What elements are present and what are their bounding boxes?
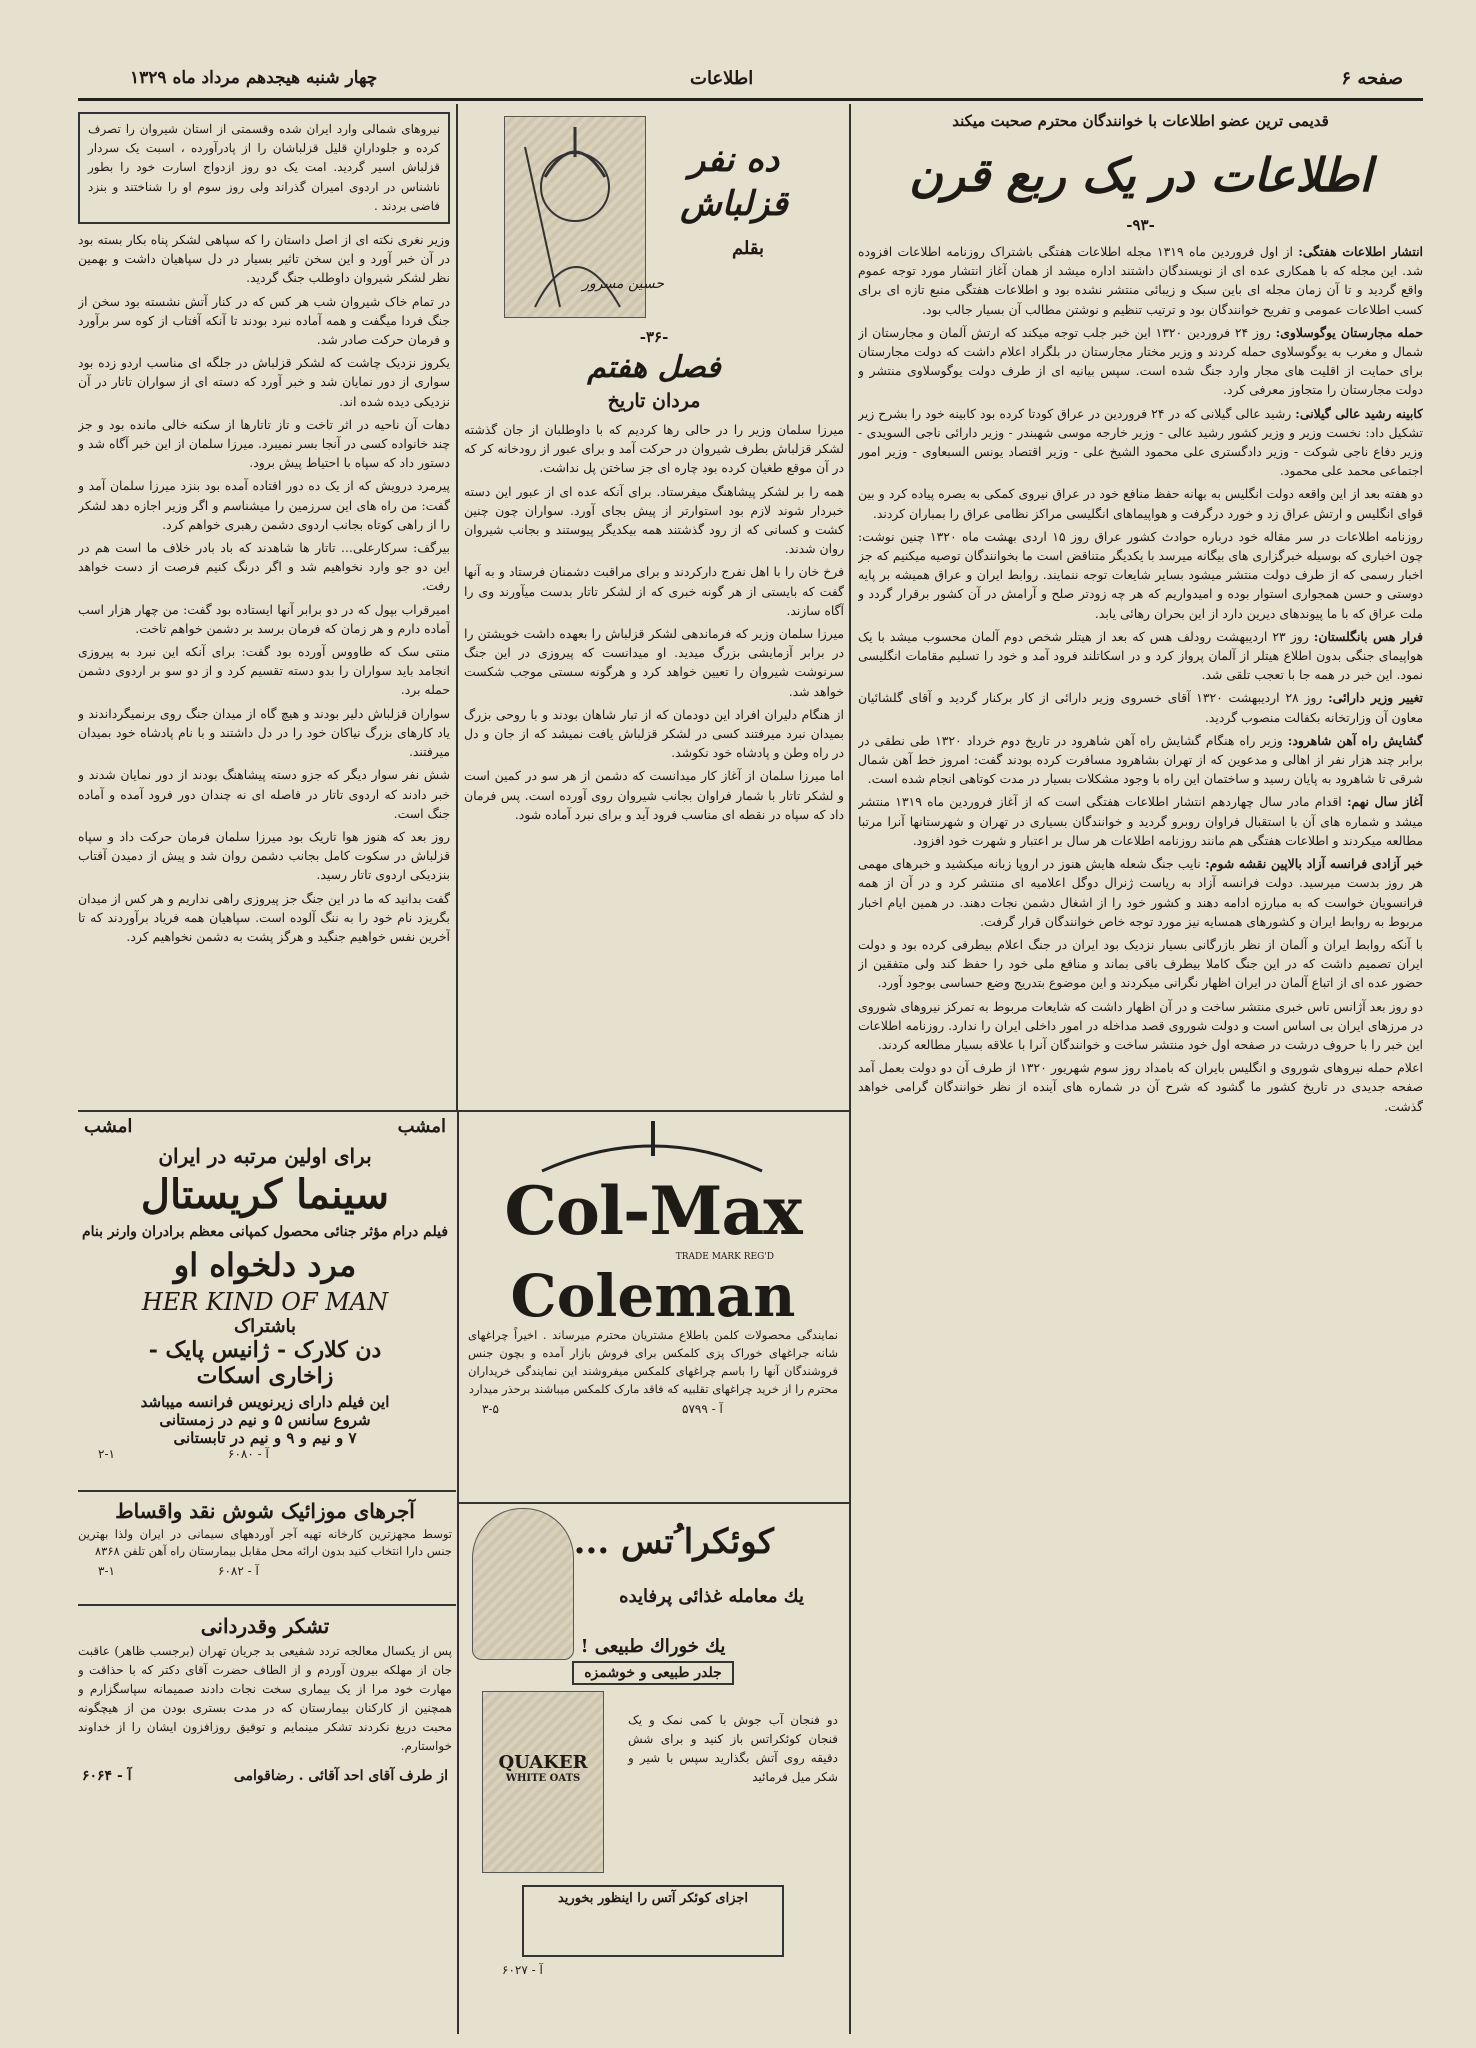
coleman-brand: Coleman [510,1262,796,1330]
film-title-fa: مرد دلخواه او [173,1246,357,1284]
right-column [858,108,1423,2028]
paragraph [858,627,1423,685]
lantern-icon [462,1116,844,1176]
paragraph-lead: تغییر وزیر دارائی: [1328,690,1423,706]
thanks-from: از طرف آقای احد آقائی . رضاقوامی [233,1768,448,1784]
paragraph-text: روزنامه اطلاعات در سر مقاله خود درباره حوادث کشور عراق روز ۱۵ اردی بهشت ماه ۱۳۲۰ چنین نوشت: چون اخباری که بوسیله خبرگزاری های بیگانه میرسد با یکدیگر متناقض است ما بخوانندگان توصیه میکنیم که جز اخبار رسمی که از طرف دولت منتشر میشود بسایر شایعات توجه ننمایند. روابط ایران و عراق همیشه بر پایه دوستی و حسن همجواری استوار بوده و امیدواریم که هر چه زودتر صلح و آرامش در آن کشور برقرار گردد و ملت عراق که با ما پیوندهای دیرین دارد از این بحران رهائی یابد. [858,528,1423,621]
paragraph: یکروز نزدیک چاشت که لشکر قزلباش در جلگه ای مناسب اردو زده بود سواری از دور نمایان شد و خبر آورد که دسته ای از سواران تاتار در آن نزدیکی دیده شده اند. [78,355,450,409]
paper-name: اطلاعات [690,68,754,89]
serial-body [464,420,844,824]
quaker-ad [462,1508,844,2032]
paragraph [858,997,1423,1055]
paragraph-lead: خبر آزادی فرانسه آزاد بالاپین نقشه شوم: [1205,856,1423,872]
paragraph [858,484,1423,522]
bricks-ad [78,1496,452,1600]
paragraph: گفت بدانید که ما در این جنگ جز پیروزی راهی نداریم و هر کس از میدان بگریزد نام خود را به ننگ آلوده است. سپاهیان همه فریاد برآوردند که تا آخرین نفس خواهیم جنگید و هرگز پشت به دشمن نخواهیم کرد. [78,890,450,944]
showtimes-1: شروع سانس ۵ و نیم در زمستانی [159,1411,371,1429]
colmax-brand: Col-Max [504,1172,802,1250]
colmax-ref2: ۳-۵ [482,1402,499,1416]
subtitle-note: این فیلم دارای زیرنویس فرانسه میباشد [140,1393,390,1411]
paragraph-text: وزیر راه هنگام گشایش راه آهن شاهرود در تاریخ دوم خرداد ۱۳۲۰ طی نطقی در برابر چند هزار نفر از اهالی و مدعوین که از تهران بشاهرود مسافرت کرده بودند گفت: امروز خط آهن شمال شرقی تا شاهرود به پایان رسید و ساختمان این راه با وجود مشکلات بسیار در مدت کوتاهی انجام شده است. [858,732,1423,787]
installment-number: -۹۳- [1126,216,1155,234]
paragraph [858,854,1423,931]
paragraph: سواران قزلباش دلیر بودند و هیچ گاه از میدان جنگ روی برنمیگرداندند و یاد کارهای بزرگ نیاکان خود را در دل داشتند و با نام پادشاه خود بمیدان میرفتند. [78,705,450,760]
colmax-ad [462,1116,844,1498]
rule-bricks-bottom [78,1604,456,1606]
paragraph-text: روز ۲۳ اردیبهشت رودلف هس که بعد از هیتلر شخص دوم آلمان محسوب میشد با یک هواپیمای جنگی بدون اطلاع هیتلر از آلمان پرواز کرد و در اسکاتلند فرود آمد و خود را تسلیم مقامات انگلیسی نمود. این خبر در همه جا با تعجب تلقی شد. [858,628,1423,683]
paragraph: میرزا سلمان وزیر را در حالی رها کردیم که با داوطلبان از جان گذشته لشکر قزلباش بطرف شیروان در حرکت آمد و برای عبور از رودخانه کر که در آن موقع طغیان کرده بود چاره ای جز ساختن پل نداشت. [464,422,844,476]
paragraph: امیرقراب بپول که در دو برابر آنها ایستاده بود گفت: من چهار هزار اسب آماده دارم و هر زمان که فرمان برسد بر دشمن خواهم تاخت. [78,601,450,636]
quaker-subtitle: یك معامله غذائی پرفایده [619,1586,804,1607]
serial-title: ده نفر قزلباش [680,140,788,224]
page-number: صفحه ۶ [1341,68,1403,89]
cast-with: باشتراک [233,1316,297,1337]
paragraph: از هنگام دلیران افراد این دودمان که از تبار شاهان بودند و با روحی بزرگ بمیدان نبرد میرفتند کسی در لشکر قزلباش یافت نمیشد که از جان و دل در راه وطن و پادشاه خود نکوشد. [464,706,844,761]
paragraph [858,688,1423,726]
quaker-box: جلدر طبیعی و خوشمزه [572,1661,734,1685]
can-brand: QUAKER [498,1752,588,1773]
showtimes-2: ۷ و نیم و ۹ و نیم در تابستانی [173,1429,357,1447]
first-time-line: برای اولین مرتبه در ایران [158,1144,372,1168]
ads-top-rule [78,1110,849,1112]
quaker-inset: اجزای کوئکر آتس را اینظور بخورید [522,1885,784,1957]
column-title: اطلاعات در یک ربع قرن [909,148,1372,202]
article-body [858,242,1423,1116]
paragraph: فرخ خان را با اهل نفرج دارکردند و برای مراقبت دشمنان فرستاد و به آنها گفت که بایستی از هر گونه خبری که از لشکر تاتار بدست میآورند وی را آگاه سازند. [464,564,844,618]
bricks-title: آجرهای موزائیک شوش نقد واقساط [115,1499,415,1523]
paragraph: دهات آن ناحیه در اثر تاخت و تاز تاتارها از سکنه خالی مانده بود و جز چند خانواده کسی در آنجا بسر نمیبرد. میرزا سلمان از این خبر آگاه شد و دستور داد که سپاه با احتیاط پیش برود. [78,416,450,471]
quaker-title: کوئکرا ُتس ... [573,1522,774,1562]
paragraph [858,935,1423,993]
paragraph: همه را بر لشکر پیشاهنگ میفرستاد. برای آنکه عده ای از عبور این دسته خبردار شوند لازم بود استوارتر از پیش بجای آورد. سواران چون چنین کشت و کسانی که از رود گذشتند همه بیکدیگر پیوستند و بجانب شیروان روان شدند. [464,483,844,557]
paragraph: بیرگف: سرکارعلی... تاتار ها شاهدند که باد بادر خلاف ما است هم در این دو جو وارد نخواهیم شد و اگر درنگ کنیم فرصت از دست خواهد رفت. [78,540,450,594]
chapter-number: -۳۶- [639,328,669,346]
paragraph-text: اقدام مادر سال چهاردهم انتشار اطلاعات هفتگی است که از آغاز فروردین ماه ۱۳۱۹ منتشر میشد و شماره های آن با استقبال فراوان روبرو گردید و خوانندگان بسیاری در تهران و شهرستانها آنرا مرتبا مطالعه میکردند و اطلاعات هفتگی هم مانند روزنامه اطلاعات هر سال بر اعتبار و شهرت خود افزود. [858,794,1423,848]
film-title-en: HER KIND OF MAN [141,1288,389,1316]
paragraph-text: دو روز بعد آژانس تاس خبری منتشر ساخت و در آن اظهار داشت که شایعات مربوط به تمرکز نیروهای شوروی در مرزهای ایران بی اساس است و دولت شوروی قصد مداخله در امور داخلی ایران را ندارد. روزنامه اطلاعات این خبر را با حروف درشت در صفحه اول خود منتشر ساخت و خوانندگان آنرا با علاقه بسیار مطالعه کردند. [858,998,1423,1052]
paragraph: منتی سک که طاووس آورده بود گفت: برای آنکه این نبرد به پیروزی انجامد باید سواران را بدو دسته تقسیم کرد و از دو سو بر اردوی دشمن حمله برد. [78,644,450,698]
rule-cinema-bottom [78,1490,456,1492]
paragraph-lead: کابینه رشید عالی گیلانی: [1295,405,1423,421]
page-header [78,66,1423,96]
left-column [78,108,450,1108]
paragraph-text: با آنکه روابط ایران و آلمان از نظر بازرگانی بسیار نزدیک بود ایران در جنگ اعلام بیطرفی کرده بود و دولت ایران تصمیم داشت که در این جنگ کاملا بیطرف باقی بماند و منافع ملی خود را حفظ کند ولی متفقین از حضور عده ای از اتباع آلمان در ایران اظهار نگرانی میکردند و این موضوع بتدریج وضع حساسی بوجود آورد. [858,936,1423,991]
oats-can [482,1691,604,1873]
paragraph: اما میرزا سلمان از آغاز کار میدانست که دشمن از هر سو در کمین است و لشکر تاتار با شمار فراوان بجانب شیروان روی آورده است. پس فرمان داد که سپاه در نقطه ای مناسب فرود آید و برای نبرد آماده شود. [464,768,844,822]
serial-continuation [78,230,450,946]
tonight-left: امشب [84,1116,133,1137]
bricks-ref2: ۳-۱ [98,1564,115,1578]
film-description: فیلم درام مؤثر جنائی محصول کمپانی معظم برادران وارنر بنام [81,1224,449,1240]
quaker-ref: آ - ۶۰۲۷ [502,1963,543,1977]
serial-masthead [464,108,844,328]
paragraph [858,1058,1423,1116]
thanks-title: تشکر وقدردانی [200,1614,330,1638]
author-by: بقلم [731,238,764,259]
chapter-subtitle: مردان تاریخ [607,390,701,412]
paragraph-lead: حمله مجارستان یوگوسلاوی: [1275,324,1423,340]
paragraph-lead: انتشار اطلاعات هفتگی: [1298,244,1423,259]
paragraph-text: روز ۲۸ اردیبهشت ۱۳۲۰ آقای خسروی وزیر دارائی از کار برکنار گردید و آقای گلشائیان معاون آن وزارتخانه بکفالت منصوب گردید. [858,690,1423,725]
column-rule-right [849,104,851,2034]
paragraph: در تمام خاک شیروان شب هر کس که در کنار آتش نشسته بود سخن از جنگ فردا میگفت و همه آماده نبرد بودند تا آنکه آفتاب از کوه سر برآورد و فرمان حرکت صادر شد. [78,293,450,348]
chapter-title: فصل هفتم [587,350,721,385]
column-rule-ads [457,1112,459,2034]
colmax-text: نمایندگی محصولات کلمن باطلاع مشتریان محترم میرساند . اخیراً چراغهای شانه جراغهای خوراک پزی کلمکس برای فروش بازار آمده و بچون جنس فروشندگان آنها را باسم چراغهای کلمکس میفروشند این نمایندگی خریداران محترم را از خرید چراغهای تقلبیه که فاقد مارک کلمکس میباشند برحذر میدارد [468,1328,838,1396]
paragraph-text: اعلام حمله نیروهای شوروی و انگلیس بایران که بامداد روز سوم شهریور ۱۳۲۰ از طرف آن دو دولت بعمل آمد صفحه جدیدی در تاریخ کشور ما گشود که شرح آن در شماره های آینده از نظر خوانندگان گرامی خواهد گذشت. [858,1060,1423,1114]
bricks-text: توسط مجهزترین کارخانه تهیه آجر آوردههای سیمانی در ایران ولذا بهترین جنس دارا انتخاب کنید بدون ارائه محل مقابل بیمارستان راه آهن تلفن ۸۳۶۸ [78,1527,452,1558]
cast-line-1: دن کلارک - ژانیس پایک - [148,1337,382,1363]
thanks-notice [78,1610,452,2030]
paragraph: وزیر نغری نکته ای از اصل داستان را که سپاهی لشکر پناه بکار بسته بود در آن خبر آورد و این سخن تاثیر بسیار در دل سپاهیان داشت و بهمین نظر لشکر شیروان داوطلب جنگ گردید. [78,232,450,286]
header-rule [78,98,1423,101]
paragraph-text: رشید عالی گیلانی که در ۲۴ فروردین در عراق کودتا کرده بود کابینه خود را بشرح زیر تشکیل داد: نخست وزیر و وزیر کشور رشید عالی - وزیر خارجه موسی شهبندر - وزیر دارائی ناجی السویدی - وزیر دفاع ناجی شوکت - وزیر دادگستری علی محمود الشیخ علی - وزیر اقتصاد یونس السبعاوی - وزیر امور اجتماعی محمد علی محمود. [858,405,1423,479]
tonight-right: امشب [397,1116,446,1137]
cinema-ad [78,1116,452,1486]
can-sub: WHITE OATS [505,1773,581,1784]
paragraph [858,792,1423,850]
cast-line-2: زاخاری اسکات [196,1363,334,1389]
paragraph-text: نایب جنگ شعله هایش هنوز در اروپا زبانه میکشید و خبرهای مهمی هر روز بدست میرسید. دولت فرانسه آزاد به ریاست ژنرال دوگل اعلامیه ای منتشر کرد و در آن از همه فرانسویان خواست که به مبارزه ادامه دهند و کشور خود را از اشغال دشمن نجات دهند. در همین ایام اخبار مربوط به روابط ایران و کشورهای همسایه نیز مورد توجه خاص خوانندگان قرار گرفت. [858,856,1423,929]
paragraph-text: روز ۲۴ فروردین ۱۳۲۰ این خبر جلب توجه میکند که ارتش آلمان و مجارستان از شمال و مغرب به یوگوسلاوی حمله کردند و وزیر مختار مجارستان در بلگراد اعلام داشت که دولت مجارستان برای حمایت از اقلیت های مجار وارد جنگ شده است. سپس بیانیه ای از طرف دولت یوگوسلاوی منتشر و دولت مجارستان را متجاوز معرفی کرد. [858,324,1423,398]
paragraph [858,242,1423,319]
paragraph: میرزا سلمان وزیر که فرماندهی لشکر قزلباش را بعهده داشت خویشتن را در برابر آزمایشی بزرگ میدید. او میدانست که پیروزی در این جنگ سرنوشت شیروان را تعیین خواهد کرد و هرگونه سستی موجب شکست خواهد شد. [464,626,844,699]
paragraph [858,404,1423,481]
cinema-ad-ref2: ۲-۱ [98,1447,115,1461]
issue-date: چهار شنبه هیجدهم مرداد ماه ۱۳۲۹ [130,68,378,88]
paragraph: شش نفر سوار دیگر که جزو دسته پیشاهنگ بودند از دور نمایان شدند و خبر دادند که اردوی تاتار در فاصله ای نه چندان دور فرود آمده و آماده جنگ است. [78,767,450,821]
quaker-recipe: دو فنجان آب جوش با کمی نمک و یک فنجان کوئکراتس باز کنید و برای شش دقیقه روی آتش بگذارید سپس با شیر و شکر میل فرمائید [628,1713,838,1784]
paragraph [858,731,1423,789]
thanks-ref: آ - ۶۰۶۴ [82,1768,132,1784]
paragraph-lead: گشایش راه آهن شاهرود: [1287,732,1423,748]
paragraph: روز بعد که هنوز هوا تاریک بود میرزا سلمان فرمان حرکت داد و سپاه قزلباش در سکوت کامل بجانب دشمن روان شد و پیش از دمیدن آفتاب بنزدیکی اردوی تاتار رسید. [78,828,450,883]
paragraph [858,323,1423,400]
paragraph-lead: فرار هس بانگلستان: [1313,628,1423,644]
paragraph: پیرمرد درویش که از یک ده دور افتاده آمده بود بنزد میرزا سلمان آمد و گفت: من راه های این سرزمین را میشناسم و اگر وزیر اجازه دهد لشکر را از راهی کوتاه بجانب اردوی دشمن رهبری خواهم کرد. [78,478,450,532]
quaker-line: یك خوراك طبیعی ! [580,1636,726,1657]
colmax-trademark: TRADE MARK REG'D [675,1252,774,1262]
rule-colmax-bottom [457,1502,849,1504]
cinema-ad-ref: آ - ۶۰۸۰ [228,1447,269,1461]
column-rule-left [456,104,458,1110]
girl-illustration [472,1508,574,1660]
paragraph [858,527,1423,623]
paragraph-text: دو هفته بعد از این واقعه دولت انگلیس به بهانه حفظ منافع خود در عراق نیروی کمکی به بصره پیاده کرد و بین قوای انگلیس و ارتش عراق زد و خورد درگرفت و هواپیماهای انگلیسی مراکز نظامی عراق را بمباران کردند. [858,486,1423,521]
colmax-ref: آ - ۵۷۹۹ [682,1402,723,1416]
paragraph-lead: آغاز سال نهم: [1346,794,1423,810]
cinema-name: سینما کریستال [140,1171,390,1218]
column-tagline: قدیمی ترین عضو اطلاعات با خوانندگان محترم صحبت میکند [952,112,1329,130]
bricks-ref: آ - ۶۰۸۲ [218,1564,259,1578]
author-name: حسین مسرور [582,276,664,292]
paragraph-text: از اول فروردین ماه ۱۳۱۹ مجله اطلاعات هفتگی باشتراک روزنامه اطلاعات افزوده شد. این مجله که با همکاری عده ای از نویسندگان داشتند اداره میشد از همان آغاز انتشار مورد توجه عموم واقع گردید و تا آن زمان مجله ای باین سبک و زیبائی منتشر نشده بود و اطلاعات هفتگی منبع تازه ای برای کسب اطلاعات عمومی و تفریح خوانندگان بود و ترتیب تنظیم و نوشتن مطالب آن بسیار جالب بود. [858,244,1423,317]
thanks-text: پس از یکسال معالجه تردد شفیعی بد جریان تهران (برجسب ظاهر) عاقبت جان از مهلکه بیرون آوردم و از الطاف حضرت آقای دکتر که با حذاقت و مهارت خود مرا از یک بیماری سخت نجات دادند صمیمانه سپاسگزارم و همچنین از کارکنان بیمارستان که در مدت بستری بودن من از هیچگونه محبت دریغ نکردند تشکر مینمایم و توفیق روزافزون ایشان را از خداوند خواستارم. [78,1644,452,1753]
summary-box: نیروهای شمالی وارد ایران شده وقسمتی از استان شیروان را تصرف کرده و جلودارانِ قلیل قزلباشان را از پادرآورده ، اسبت یک سردار قزلباش اسیر گردید. امت یک دو روز ازدواج اسارت خود را بطور ناشناس در اردوی امیران گذراند ولی روز سوم او را شناختند و بنزد فاضی بردند . [78,112,450,224]
middle-column [464,108,844,1108]
